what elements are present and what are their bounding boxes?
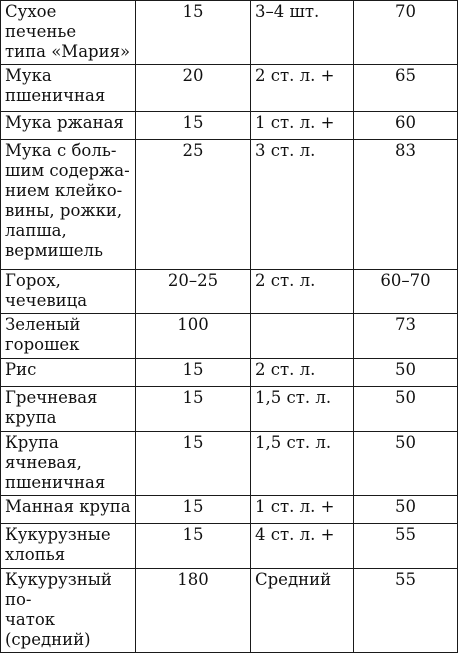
gi-value-cell: 83 bbox=[354, 140, 458, 270]
weight-cell: 20 bbox=[136, 65, 251, 112]
food-name-cell: Горох, чечевица bbox=[1, 270, 136, 314]
measure-cell: Средний bbox=[251, 569, 354, 653]
gi-value-cell: 73 bbox=[354, 314, 458, 359]
weight-cell: 15 bbox=[136, 387, 251, 432]
gi-value-cell: 50 bbox=[354, 359, 458, 387]
measure-cell: 2 ст. л. bbox=[251, 359, 354, 387]
gi-value-cell: 55 bbox=[354, 569, 458, 653]
weight-cell: 15 bbox=[136, 496, 251, 524]
weight-cell: 20–25 bbox=[136, 270, 251, 314]
food-name-cell: Рис bbox=[1, 359, 136, 387]
table-row bbox=[1, 140, 458, 270]
weight-cell: 25 bbox=[136, 140, 251, 270]
food-name-cell: Кукурузные хлопья bbox=[1, 524, 136, 569]
weight-cell: 15 bbox=[136, 524, 251, 569]
food-name-cell: Мука ржаная bbox=[1, 112, 136, 140]
weight-cell: 15 bbox=[136, 1, 251, 65]
gi-value-cell: 70 bbox=[354, 1, 458, 65]
measure-cell: 2 ст. л. + bbox=[251, 65, 354, 112]
measure-cell: 1 ст. л. + bbox=[251, 112, 354, 140]
gi-value-cell: 65 bbox=[354, 65, 458, 112]
weight-cell: 180 bbox=[136, 569, 251, 653]
measure-cell: 2 ст. л. bbox=[251, 270, 354, 314]
gi-value-cell: 60–70 bbox=[354, 270, 458, 314]
table-row bbox=[1, 112, 458, 140]
measure-cell: 4 ст. л. + bbox=[251, 524, 354, 569]
table-row bbox=[1, 1, 458, 65]
food-name-cell: Крупа ячневая, пшеничная bbox=[1, 432, 136, 496]
table-row bbox=[1, 524, 458, 569]
weight-cell: 15 bbox=[136, 112, 251, 140]
gi-value-cell: 50 bbox=[354, 387, 458, 432]
food-name-cell: Мука с боль- шим содержа- нием клейко- вины, рожки, лапша, вермишель bbox=[1, 140, 136, 270]
food-name-cell: Манная крупа bbox=[1, 496, 136, 524]
gi-value-cell: 60 bbox=[354, 112, 458, 140]
table-row bbox=[1, 432, 458, 496]
table-row bbox=[1, 387, 458, 432]
table-row bbox=[1, 496, 458, 524]
measure-cell: 3–4 шт. bbox=[251, 1, 354, 65]
table-row bbox=[1, 569, 458, 653]
gi-value-cell: 50 bbox=[354, 432, 458, 496]
measure-cell: 1,5 ст. л. bbox=[251, 432, 354, 496]
food-name-cell: Мука пшеничная bbox=[1, 65, 136, 112]
measure-cell: 3 ст. л. bbox=[251, 140, 354, 270]
weight-cell: 15 bbox=[136, 359, 251, 387]
weight-cell: 15 bbox=[136, 432, 251, 496]
food-name-cell: Сухое печенье типа «Мария» bbox=[1, 1, 136, 65]
measure-cell: 1,5 ст. л. bbox=[251, 387, 354, 432]
food-name-cell: Зеленый горошек bbox=[1, 314, 136, 359]
measure-cell bbox=[251, 314, 354, 359]
table-row bbox=[1, 65, 458, 112]
gi-value-cell: 55 bbox=[354, 524, 458, 569]
table-body bbox=[1, 1, 458, 653]
food-name-cell: Кукурузный по- чаток (средний) bbox=[1, 569, 136, 653]
table-row bbox=[1, 270, 458, 314]
weight-cell: 100 bbox=[136, 314, 251, 359]
table-row bbox=[1, 314, 458, 359]
table-row bbox=[1, 359, 458, 387]
food-name-cell: Гречневая крупа bbox=[1, 387, 136, 432]
measure-cell: 1 ст. л. + bbox=[251, 496, 354, 524]
gi-value-cell: 50 bbox=[354, 496, 458, 524]
